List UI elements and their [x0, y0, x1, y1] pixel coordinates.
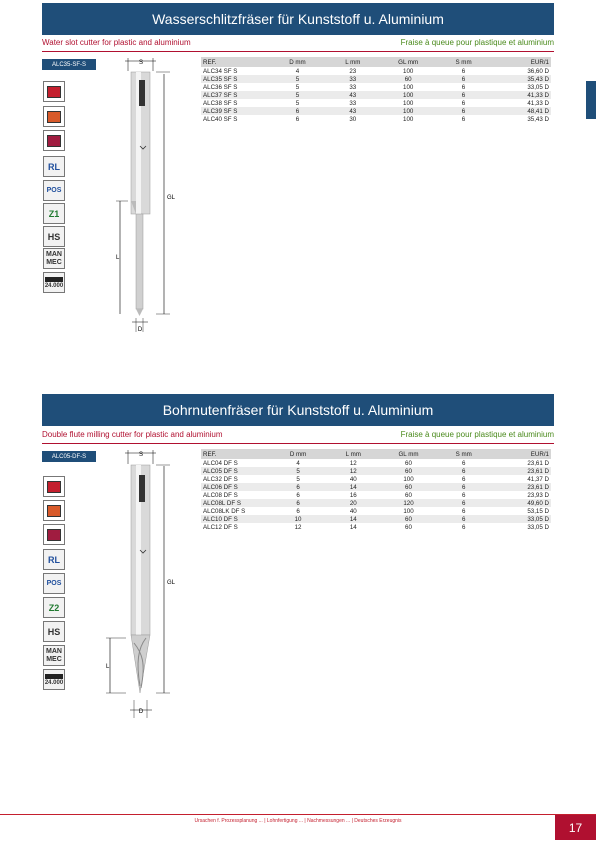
- table-cell: 5: [270, 75, 325, 83]
- table-cell: 12: [294, 523, 302, 531]
- table-cell: ALC08 DF S: [203, 491, 238, 499]
- table-cell: 6: [461, 99, 466, 107]
- table-cell: 6: [270, 499, 325, 507]
- table-cell: 5: [295, 83, 300, 91]
- table-cell: 6: [436, 467, 491, 475]
- manual-label: MAN: [46, 250, 62, 258]
- table-cell: ALC37 SF S: [201, 91, 270, 99]
- hss-material-icon: HS: [43, 621, 65, 642]
- hss-material-icon: HS: [43, 226, 65, 247]
- table-cell: ALC40 SF S: [203, 115, 238, 123]
- max-rpm-icon: [43, 272, 65, 293]
- table-cell: 100: [380, 91, 435, 99]
- table-cell: 40: [349, 507, 357, 515]
- page-number: 17: [555, 815, 596, 840]
- section-2-tool-drawing: [96, 448, 196, 722]
- table-row: [201, 83, 551, 91]
- rotation-rl-icon: RL: [43, 549, 65, 570]
- table-cell: 6: [461, 507, 466, 515]
- positive-angle-icon: POS: [43, 573, 65, 594]
- max-rpm-value: 24.000: [44, 282, 64, 289]
- table-row: [201, 507, 551, 515]
- table-row: [201, 107, 551, 115]
- column-header: EUR/1: [491, 449, 551, 459]
- material-aluminium-icon: [43, 500, 65, 521]
- section-1-divider: [42, 51, 554, 52]
- table-cell: 100: [380, 107, 435, 115]
- table-cell: 60: [380, 75, 435, 83]
- section-1-title: Wasserschlitzfräser für Kunststoff u. Aluminium: [42, 3, 554, 35]
- table-row: [201, 91, 551, 99]
- table-cell: 33,05 D: [527, 523, 549, 531]
- table-cell: 23: [349, 67, 357, 75]
- table-cell: 120: [381, 499, 436, 507]
- table-cell: 53,15 D: [527, 507, 549, 515]
- table-cell: 100: [403, 83, 414, 91]
- table-cell: 60: [405, 459, 412, 467]
- flute-count-icon: Z2: [43, 597, 65, 618]
- table-cell: 43: [325, 107, 380, 115]
- table-row: [201, 99, 551, 107]
- table-cell: ALC36 SF S: [203, 83, 238, 91]
- section-1-subtitle-right: Fraise à queue pour plastique et aluminium: [400, 38, 554, 47]
- mechanical-label: MEC: [46, 258, 62, 266]
- table-cell: ALC32 DF S: [203, 475, 238, 483]
- table-cell: 5: [270, 467, 325, 475]
- table-cell: 6: [461, 67, 466, 75]
- table-cell: 43: [325, 91, 380, 99]
- table-cell: 40: [349, 475, 357, 483]
- table-cell: 100: [403, 67, 414, 75]
- manual-label: MAN: [46, 647, 62, 655]
- flute-count-icon: Z1: [43, 203, 65, 224]
- max-rpm-icon: [43, 669, 65, 690]
- table-row: [201, 115, 551, 123]
- table-cell: 41,33 D: [491, 91, 551, 99]
- table-cell: 41,33 D: [527, 99, 549, 107]
- table-cell: 6: [296, 507, 300, 515]
- column-header: EUR/1: [491, 57, 551, 67]
- table-cell: 6: [461, 83, 466, 91]
- table-cell: 12: [326, 467, 381, 475]
- table-cell: 10: [270, 515, 325, 523]
- section-2-spec-table: [201, 449, 551, 531]
- table-cell: ALC08L DF S: [201, 499, 270, 507]
- table-cell: 6: [461, 523, 466, 531]
- dim-s-label: S: [138, 60, 144, 66]
- table-row: [201, 467, 551, 475]
- rotation-rl-icon: RL: [43, 156, 65, 177]
- table-cell: ALC10 DF S: [201, 515, 270, 523]
- table-cell: 23,93 D: [527, 491, 549, 499]
- section-2-subtitle-left: Double flute milling cutter for plastic and aluminium: [42, 430, 223, 439]
- dim-d-label: D: [138, 709, 144, 715]
- table-cell: 5: [270, 91, 325, 99]
- manual-mechanical-icon: [43, 645, 65, 666]
- section-1-product-code: ALC35-SF-S: [42, 59, 96, 70]
- column-header: L mm: [325, 57, 380, 67]
- table-cell: 33: [349, 99, 357, 107]
- table-cell: 30: [349, 115, 357, 123]
- table-cell: 48,41 D: [491, 107, 551, 115]
- table-cell: ALC35 SF S: [201, 75, 270, 83]
- section-1-subtitle-left: Water slot cutter for plastic and aluminium: [42, 38, 191, 47]
- table-cell: 60: [381, 467, 436, 475]
- table-cell: 23,61 D: [491, 483, 551, 491]
- table-cell: 100: [403, 99, 414, 107]
- rpm-bar-icon: [45, 277, 63, 282]
- material-composite-icon: [43, 524, 65, 545]
- table-cell: ALC38 SF S: [203, 99, 238, 107]
- column-header: D mm: [270, 449, 325, 459]
- table-cell: ALC05 DF S: [201, 467, 270, 475]
- manual-mechanical-icon: [43, 248, 65, 269]
- section-1-tool-drawing: [96, 56, 196, 340]
- table-cell: 60: [381, 515, 436, 523]
- table-cell: ALC08LK DF S: [203, 507, 246, 515]
- table-cell: 60: [405, 491, 412, 499]
- column-header: L mm: [326, 449, 381, 459]
- section-1-spec-table: [201, 57, 551, 123]
- column-header: GL mm: [380, 57, 435, 67]
- column-header: GL mm: [381, 449, 436, 459]
- section-2-subtitle: [42, 430, 554, 442]
- table-cell: 100: [403, 115, 414, 123]
- table-cell: 14: [349, 523, 357, 531]
- dim-l-label: L: [106, 664, 110, 670]
- table-cell: 6: [436, 483, 491, 491]
- dim-gl-label: GL: [167, 580, 176, 586]
- chapter-tab[interactable]: [586, 81, 596, 119]
- table-cell: 6: [270, 107, 325, 115]
- table-cell: 6: [461, 115, 466, 123]
- table-cell: 33,05 D: [491, 515, 551, 523]
- table-cell: ALC12 DF S: [203, 523, 238, 531]
- table-cell: 100: [403, 475, 414, 483]
- footer-divider: [0, 814, 596, 815]
- footer-text: Ursachen f. Prozessplanung ... | Lohnfertigung ... | Nachmessungen ... | Deutsches Erzeugnis: [194, 818, 402, 824]
- table-cell: 49,60 D: [491, 499, 551, 507]
- section-2-title: Bohrnutenfräser für Kunststoff u. Aluminium: [42, 394, 554, 426]
- column-header: S mm: [436, 449, 491, 459]
- table-cell: 33: [349, 83, 357, 91]
- material-aluminium-icon: [43, 106, 65, 127]
- table-header-row: [201, 449, 551, 459]
- table-cell: 12: [349, 459, 357, 467]
- table-cell: ALC06 DF S: [201, 483, 270, 491]
- table-cell: 4: [295, 67, 300, 75]
- section-1-subtitle: [42, 38, 554, 50]
- table-cell: 6: [295, 115, 300, 123]
- dim-l-label: L: [116, 255, 120, 261]
- column-header: S mm: [436, 57, 491, 67]
- material-plastic-icon: [43, 476, 65, 497]
- table-row: [201, 67, 551, 75]
- table-row: [201, 475, 551, 483]
- column-header: REF.: [201, 449, 270, 459]
- rpm-bar-icon: [45, 674, 63, 679]
- table-cell: 4: [296, 459, 300, 467]
- table-cell: 6: [436, 75, 491, 83]
- table-header-row: [201, 57, 551, 67]
- table-cell: 14: [326, 483, 381, 491]
- table-cell: 20: [326, 499, 381, 507]
- table-cell: 35,43 D: [491, 75, 551, 83]
- table-cell: 5: [295, 99, 300, 107]
- table-cell: 33: [325, 75, 380, 83]
- column-header: REF.: [201, 57, 270, 67]
- table-row: [201, 459, 551, 467]
- table-cell: ALC04 DF S: [203, 459, 238, 467]
- table-row: [201, 491, 551, 499]
- table-cell: 6: [461, 491, 466, 499]
- table-cell: 6: [270, 483, 325, 491]
- table-cell: 33,05 D: [527, 83, 549, 91]
- table-cell: 23,61 D: [491, 467, 551, 475]
- table-cell: 6: [436, 91, 491, 99]
- max-rpm-value: 24.000: [44, 679, 64, 686]
- mechanical-label: MEC: [46, 655, 62, 663]
- table-cell: 6: [461, 459, 466, 467]
- material-composite-icon: [43, 130, 65, 151]
- table-cell: 41,37 D: [527, 475, 549, 483]
- dim-d-label: D: [137, 327, 143, 333]
- table-row: [201, 499, 551, 507]
- table-cell: 6: [436, 515, 491, 523]
- table-cell: ALC39 SF S: [201, 107, 270, 115]
- table-cell: 36,60 D: [527, 67, 549, 75]
- section-2-product-code: ALC05-DF-S: [42, 451, 96, 462]
- table-cell: 35,43 D: [527, 115, 549, 123]
- positive-angle-icon: POS: [43, 180, 65, 201]
- table-cell: 14: [326, 515, 381, 523]
- table-row: [201, 523, 551, 531]
- table-cell: 16: [349, 491, 357, 499]
- table-cell: 6: [461, 475, 466, 483]
- table-cell: 60: [381, 483, 436, 491]
- table-cell: 6: [436, 107, 491, 115]
- table-row: [201, 515, 551, 523]
- dim-gl-label: GL: [167, 195, 176, 201]
- material-plastic-icon: [43, 81, 65, 102]
- column-header: D mm: [270, 57, 325, 67]
- table-cell: 6: [436, 499, 491, 507]
- table-row: [201, 75, 551, 83]
- table-cell: 100: [403, 507, 414, 515]
- table-cell: 5: [296, 475, 300, 483]
- dim-s-label: S: [138, 452, 144, 458]
- table-cell: 23,61 D: [527, 459, 549, 467]
- table-cell: ALC34 SF S: [203, 67, 238, 75]
- table-cell: 6: [296, 491, 300, 499]
- table-row: [201, 483, 551, 491]
- section-2-subtitle-right: Fraise à queue pour plastique et aluminium: [400, 430, 554, 439]
- table-cell: 60: [405, 523, 412, 531]
- section-2-divider: [42, 443, 554, 444]
